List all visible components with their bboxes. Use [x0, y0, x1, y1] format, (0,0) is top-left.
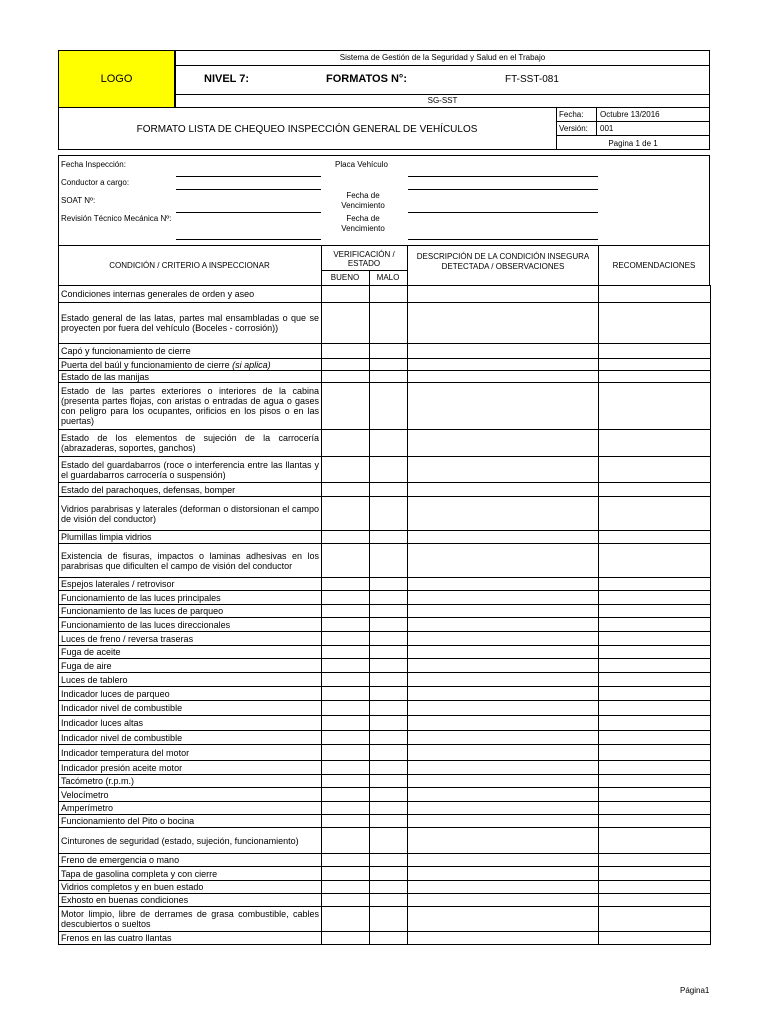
condition-cell: [59, 591, 322, 605]
table-row: [59, 881, 711, 894]
fecha-vencimiento-label-2: Fecha de Vencimiento: [341, 214, 385, 233]
recommendation-cell[interactable]: [599, 802, 711, 815]
description-cell[interactable]: [408, 775, 599, 788]
condition-text: Cinturones de seguridad (estado, sujeción, funcionamiento): [61, 835, 299, 846]
condition-cell: [59, 531, 322, 544]
description-cell[interactable]: [408, 344, 599, 359]
condition-cell: [59, 673, 322, 687]
description-cell[interactable]: [408, 632, 599, 646]
condition-cell: [59, 483, 322, 497]
description-cell[interactable]: [408, 907, 599, 932]
malo-cell[interactable]: [370, 731, 408, 745]
recommendation-cell[interactable]: [599, 659, 711, 673]
recommendation-cell[interactable]: [599, 881, 711, 894]
malo-cell[interactable]: [370, 359, 408, 371]
bueno-cell[interactable]: [322, 775, 370, 788]
condition-cell: [59, 544, 322, 578]
malo-cell[interactable]: [370, 788, 408, 802]
table-row: [59, 591, 711, 605]
condition-text: Condiciones internas generales de orden y aseo: [61, 289, 255, 299]
malo-cell[interactable]: [370, 591, 408, 605]
recommendation-cell[interactable]: [599, 632, 711, 646]
col-recomendaciones-header: RECOMENDACIONES: [612, 261, 696, 270]
recommendation-cell[interactable]: [599, 646, 711, 659]
recommendation-cell[interactable]: [599, 618, 711, 632]
bueno-cell[interactable]: [322, 659, 370, 673]
recommendation-cell[interactable]: [599, 854, 711, 867]
description-cell[interactable]: [408, 745, 599, 761]
sg-sst-label: SG-SST: [427, 96, 458, 105]
bueno-cell[interactable]: [322, 544, 370, 578]
recommendation-cell[interactable]: [599, 359, 711, 371]
condition-text: Funcionamiento del Pito o bocina: [61, 816, 195, 826]
condition-text: Velocímetro: [61, 789, 109, 800]
description-cell[interactable]: [408, 716, 599, 731]
recommendation-cell[interactable]: [599, 457, 711, 483]
description-cell[interactable]: [408, 867, 599, 881]
recommendation-cell[interactable]: [599, 731, 711, 745]
col-bueno-header: BUENO: [330, 273, 360, 282]
table-row: [59, 731, 711, 745]
description-cell[interactable]: [408, 303, 599, 344]
condition-cell: [59, 716, 322, 731]
condition-note: (si aplica): [232, 359, 271, 370]
malo-cell[interactable]: [370, 907, 408, 932]
condition-text: Puerta del baúl y funcionamiento de cierre: [61, 359, 230, 370]
bueno-cell[interactable]: [322, 497, 370, 531]
bueno-cell[interactable]: [322, 457, 370, 483]
condition-text: Fuga de aceite: [61, 647, 121, 657]
malo-cell[interactable]: [370, 430, 408, 457]
bueno-cell[interactable]: [322, 881, 370, 894]
col-descripcion-header: DESCRIPCIÓN DE LA CONDICIÓN INSEGURA DETECTADA / OBSERVACIONES: [416, 252, 590, 271]
format-code: FT-SST-081: [505, 74, 559, 85]
bueno-cell[interactable]: [322, 483, 370, 497]
condition-text: Indicador luces altas: [61, 718, 144, 728]
recommendation-cell[interactable]: [599, 828, 711, 854]
description-cell[interactable]: [408, 531, 599, 544]
inspection-table: [58, 285, 711, 945]
table-row: [59, 578, 711, 591]
condition-text: Tapa de gasolina completa y con cierre: [61, 868, 218, 879]
condition-text: Freno de emergencia o mano: [61, 855, 180, 865]
condition-text: Motor limpio, libre de derrames de grasa combustible, cables descubiertos o sueltos: [61, 909, 319, 929]
recommendation-cell[interactable]: [599, 578, 711, 591]
condition-cell: [59, 701, 322, 716]
recommendation-cell[interactable]: [599, 788, 711, 802]
malo-cell[interactable]: [370, 881, 408, 894]
malo-cell[interactable]: [370, 701, 408, 716]
table-row: [59, 344, 711, 359]
page-count: Pagina 1 de 1: [608, 139, 658, 148]
malo-cell[interactable]: [370, 578, 408, 591]
bueno-cell[interactable]: [322, 371, 370, 383]
condition-text: Funcionamiento de las luces direccionales: [61, 619, 231, 630]
description-cell[interactable]: [408, 578, 599, 591]
revision-line[interactable]: [176, 239, 321, 240]
malo-cell[interactable]: [370, 483, 408, 497]
malo-cell[interactable]: [370, 303, 408, 344]
bueno-cell[interactable]: [322, 591, 370, 605]
condition-text: Estado de los elementos de sujeción de la carrocería (abrazaderas, soportes, ganchos): [61, 433, 319, 453]
malo-cell[interactable]: [370, 761, 408, 775]
bueno-cell[interactable]: [322, 430, 370, 457]
table-row: [59, 544, 711, 578]
bueno-cell[interactable]: [322, 618, 370, 632]
table-row: [59, 745, 711, 761]
description-cell[interactable]: [408, 815, 599, 828]
description-cell[interactable]: [408, 359, 599, 371]
condition-cell: [59, 802, 322, 815]
condition-cell: [59, 828, 322, 854]
description-cell[interactable]: [408, 932, 599, 945]
condition-cell: [59, 894, 322, 907]
table-row: [59, 867, 711, 881]
recommendation-cell[interactable]: [599, 286, 711, 303]
fecha-vencimiento-line-1[interactable]: [408, 212, 598, 213]
bueno-cell[interactable]: [322, 701, 370, 716]
malo-cell[interactable]: [370, 828, 408, 854]
malo-cell[interactable]: [370, 371, 408, 383]
description-cell[interactable]: [408, 731, 599, 745]
condition-text: Funcionamiento de las luces de parqueo: [61, 606, 224, 616]
bueno-cell[interactable]: [322, 716, 370, 731]
table-row: [59, 815, 711, 828]
bueno-cell[interactable]: [322, 632, 370, 646]
description-cell[interactable]: [408, 828, 599, 854]
malo-cell[interactable]: [370, 457, 408, 483]
bueno-cell[interactable]: [322, 731, 370, 745]
table-row: [59, 716, 711, 731]
description-cell[interactable]: [408, 457, 599, 483]
table-row: [59, 286, 711, 303]
malo-cell[interactable]: [370, 716, 408, 731]
recommendation-cell[interactable]: [599, 497, 711, 531]
condition-cell: [59, 907, 322, 932]
table-row: [59, 828, 711, 854]
recommendation-cell[interactable]: [599, 344, 711, 359]
bueno-cell[interactable]: [322, 867, 370, 881]
condition-cell: [59, 731, 322, 745]
recommendation-cell[interactable]: [599, 303, 711, 344]
condition-cell: [59, 303, 322, 344]
fecha-inspeccion-label: Fecha Inspección:: [61, 160, 126, 169]
recommendation-cell[interactable]: [599, 591, 711, 605]
malo-cell[interactable]: [370, 286, 408, 303]
bueno-cell[interactable]: [322, 932, 370, 945]
bueno-cell[interactable]: [322, 646, 370, 659]
table-row: [59, 659, 711, 673]
table-row: [59, 802, 711, 815]
description-cell[interactable]: [408, 430, 599, 457]
condition-text: Estado de las manijas: [61, 371, 150, 382]
condition-text: Estado del parachoques, defensas, bomper: [61, 484, 236, 495]
bueno-cell[interactable]: [322, 673, 370, 687]
condition-text: Estado de las partes exteriores o interiores de la cabina (presenta partes flojas, con aristas o entradas de agua o gases con peligro para los ocupantes, orificios en los pisos o en las puertas): [61, 386, 319, 426]
condition-cell: [59, 605, 322, 618]
version-label: Versión:: [559, 124, 588, 133]
table-row: [59, 632, 711, 646]
system-name: Sistema de Gestión de la Seguridad y Salud en el Trabajo: [339, 53, 546, 62]
malo-cell[interactable]: [370, 673, 408, 687]
condition-cell: [59, 687, 322, 701]
condition-text: Vidrios completos y en buen estado: [61, 882, 204, 892]
table-row: [59, 457, 711, 483]
condition-text: Capó y funcionamiento de cierre: [61, 346, 191, 356]
recommendation-cell[interactable]: [599, 531, 711, 544]
malo-cell[interactable]: [370, 497, 408, 531]
table-row: [59, 673, 711, 687]
bueno-cell[interactable]: [322, 605, 370, 618]
recommendation-cell[interactable]: [599, 701, 711, 716]
nivel-label: NIVEL 7:: [204, 73, 250, 85]
description-cell[interactable]: [408, 591, 599, 605]
description-cell[interactable]: [408, 659, 599, 673]
condition-cell: [59, 761, 322, 775]
condition-text: Exhosto en buenas condiciones: [61, 895, 189, 905]
condition-cell: [59, 618, 322, 632]
fecha-vencimiento-label-1: Fecha de Vencimiento: [341, 191, 385, 210]
condition-text: Indicador luces de parqueo: [61, 688, 170, 699]
condition-cell: [59, 745, 322, 761]
table-row: [59, 605, 711, 618]
recommendation-cell[interactable]: [599, 673, 711, 687]
table-row: [59, 907, 711, 932]
soat-line[interactable]: [176, 212, 321, 213]
condition-text: Luces de freno / reversa traseras: [61, 633, 194, 644]
version-value: 001: [600, 124, 614, 133]
bueno-cell[interactable]: [322, 303, 370, 344]
bueno-cell[interactable]: [322, 815, 370, 828]
condition-cell: [59, 344, 322, 359]
condition-text: Tacómetro (r.p.m.): [61, 776, 135, 786]
recommendation-cell[interactable]: [599, 383, 711, 430]
table-row: [59, 775, 711, 788]
condition-text: Indicador nivel de combustible: [61, 703, 183, 713]
description-cell[interactable]: [408, 894, 599, 907]
recommendation-cell[interactable]: [599, 907, 711, 932]
description-cell[interactable]: [408, 605, 599, 618]
recommendation-cell[interactable]: [599, 544, 711, 578]
placa-label: Placa Vehículo: [335, 160, 388, 169]
table-row: [59, 854, 711, 867]
condition-cell: [59, 578, 322, 591]
description-cell[interactable]: [408, 544, 599, 578]
recommendation-cell[interactable]: [599, 745, 711, 761]
table-row: [59, 701, 711, 716]
condition-text: Luces de tablero: [61, 674, 128, 685]
malo-cell[interactable]: [370, 344, 408, 359]
malo-cell[interactable]: [370, 632, 408, 646]
malo-cell[interactable]: [370, 687, 408, 701]
table-row: [59, 303, 711, 344]
recommendation-cell[interactable]: [599, 687, 711, 701]
bueno-cell[interactable]: [322, 854, 370, 867]
revision-label: Revisión Técnico Mecánica Nº:: [61, 214, 172, 223]
recommendation-cell[interactable]: [599, 761, 711, 775]
placa-line-2[interactable]: [408, 189, 598, 190]
document-title: FORMATO LISTA DE CHEQUEO INSPECCIÓN GENERAL DE VEHÍCULOS: [136, 124, 478, 135]
description-cell[interactable]: [408, 687, 599, 701]
footer-page-number: Página1: [680, 986, 710, 995]
malo-cell[interactable]: [370, 646, 408, 659]
condition-text: Plumillas limpia vidrios: [61, 532, 152, 542]
condition-text: Espejos laterales / retrovisor: [61, 579, 175, 589]
condition-cell: [59, 286, 322, 303]
col-verificacion-header: VERIFICACIÓN / ESTADO: [333, 249, 395, 268]
fecha-label: Fecha:: [559, 110, 584, 119]
recommendation-cell[interactable]: [599, 894, 711, 907]
table-row: [59, 483, 711, 497]
col-malo-header: MALO: [376, 273, 400, 282]
condition-text: Funcionamiento de las luces principales: [61, 592, 221, 603]
bueno-cell[interactable]: [322, 788, 370, 802]
condition-text: Indicador nivel de combustible: [61, 732, 183, 743]
malo-cell[interactable]: [370, 894, 408, 907]
table-row: [59, 761, 711, 775]
malo-cell[interactable]: [370, 867, 408, 881]
conductor-line[interactable]: [176, 189, 321, 190]
table-row: [59, 788, 711, 802]
table-row: [59, 932, 711, 945]
recommendation-cell[interactable]: [599, 430, 711, 457]
malo-cell[interactable]: [370, 854, 408, 867]
malo-cell[interactable]: [370, 544, 408, 578]
malo-cell[interactable]: [370, 605, 408, 618]
description-cell[interactable]: [408, 788, 599, 802]
malo-cell[interactable]: [370, 802, 408, 815]
malo-cell[interactable]: [370, 659, 408, 673]
condition-cell: [59, 371, 322, 383]
table-row: [59, 383, 711, 430]
bueno-cell[interactable]: [322, 828, 370, 854]
malo-cell[interactable]: [370, 383, 408, 430]
table-row: [59, 497, 711, 531]
condition-cell: [59, 775, 322, 788]
condition-cell: [59, 359, 322, 371]
bueno-cell[interactable]: [322, 894, 370, 907]
condition-cell: [59, 932, 322, 945]
malo-cell[interactable]: [370, 531, 408, 544]
description-cell[interactable]: [408, 286, 599, 303]
bueno-cell[interactable]: [322, 344, 370, 359]
malo-cell[interactable]: [370, 815, 408, 828]
description-cell[interactable]: [408, 701, 599, 716]
condition-cell: [59, 383, 322, 430]
logo-text: LOGO: [100, 73, 133, 85]
bueno-cell[interactable]: [322, 383, 370, 430]
fecha-inspeccion-line[interactable]: [176, 176, 321, 177]
bueno-cell[interactable]: [322, 802, 370, 815]
condition-cell: [59, 430, 322, 457]
condition-cell: [59, 659, 322, 673]
table-row: [59, 618, 711, 632]
description-cell[interactable]: [408, 371, 599, 383]
condition-cell: [59, 646, 322, 659]
description-cell[interactable]: [408, 761, 599, 775]
condition-text: Indicador temperatura del motor: [61, 747, 190, 758]
recommendation-cell[interactable]: [599, 483, 711, 497]
recommendation-cell[interactable]: [599, 605, 711, 618]
description-cell[interactable]: [408, 673, 599, 687]
recommendation-cell[interactable]: [599, 867, 711, 881]
condition-cell: [59, 867, 322, 881]
condition-cell: [59, 881, 322, 894]
table-row: [59, 359, 711, 371]
condition-text: Amperímetro: [61, 803, 114, 813]
recommendation-cell[interactable]: [599, 371, 711, 383]
placa-line-1[interactable]: [408, 176, 598, 177]
table-row: [59, 430, 711, 457]
conductor-label: Conductor a cargo:: [61, 178, 130, 187]
condition-cell: [59, 632, 322, 646]
condition-text: Vidrios parabrisas y laterales (deforman o distorsionan el campo de visión del conductor): [61, 503, 319, 524]
condition-cell: [59, 815, 322, 828]
condition-text: Estado general de las latas, partes mal ensambladas o que se proyecten por fuera del vehículo (Boceles - corrosión)): [61, 313, 319, 333]
soat-label: SOAT Nº:: [61, 196, 96, 205]
formatos-label: FORMATOS N°:: [326, 73, 407, 85]
bueno-cell[interactable]: [322, 578, 370, 591]
bueno-cell[interactable]: [322, 359, 370, 371]
recommendation-cell[interactable]: [599, 932, 711, 945]
condition-cell: [59, 457, 322, 483]
condition-text: Estado del guardabarros (roce o interferencia entre las llantas y el guardabarros carrocería o suspensión): [61, 459, 319, 480]
table-row: [59, 646, 711, 659]
description-cell[interactable]: [408, 881, 599, 894]
recommendation-cell[interactable]: [599, 775, 711, 788]
table-row: [59, 687, 711, 701]
malo-cell[interactable]: [370, 775, 408, 788]
condition-text: Frenos en las cuatro llantas: [61, 933, 172, 943]
condition-text: Fuga de aire: [61, 660, 112, 671]
description-cell[interactable]: [408, 646, 599, 659]
condition-text: Existencia de fisuras, impactos o laminas adhesivas en los parabrisas que dificulten el campo de visión del conductor: [61, 550, 319, 571]
description-cell[interactable]: [408, 854, 599, 867]
malo-cell[interactable]: [370, 618, 408, 632]
bueno-cell[interactable]: [322, 761, 370, 775]
condition-cell: [59, 788, 322, 802]
description-cell[interactable]: [408, 802, 599, 815]
table-row: [59, 531, 711, 544]
description-cell[interactable]: [408, 497, 599, 531]
fecha-vencimiento-line-2[interactable]: [408, 239, 598, 240]
bueno-cell[interactable]: [322, 687, 370, 701]
description-cell[interactable]: [408, 383, 599, 430]
bueno-cell[interactable]: [322, 745, 370, 761]
fecha-value: Octubre 13/2016: [600, 110, 660, 119]
bueno-cell[interactable]: [322, 286, 370, 303]
description-cell[interactable]: [408, 483, 599, 497]
col-condicion-header: CONDICIÓN / CRITERIO A INSPECCIONAR: [109, 261, 270, 270]
bueno-cell[interactable]: [322, 907, 370, 932]
condition-cell: [59, 497, 322, 531]
recommendation-cell[interactable]: [599, 716, 711, 731]
table-row: [59, 371, 711, 383]
condition-cell: [59, 854, 322, 867]
bueno-cell[interactable]: [322, 531, 370, 544]
description-cell[interactable]: [408, 618, 599, 632]
logo-placeholder: [59, 51, 175, 107]
recommendation-cell[interactable]: [599, 815, 711, 828]
malo-cell[interactable]: [370, 745, 408, 761]
malo-cell[interactable]: [370, 932, 408, 945]
table-row: [59, 894, 711, 907]
condition-text: Indicador presión aceite motor: [61, 762, 183, 773]
